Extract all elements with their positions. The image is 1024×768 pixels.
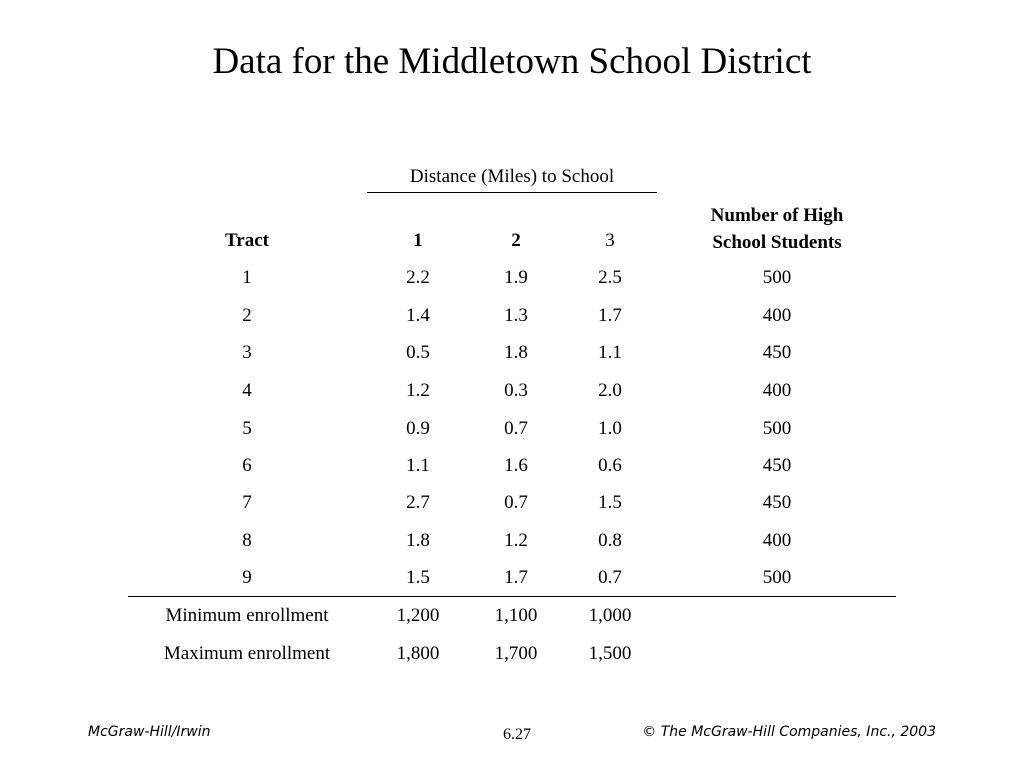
students-cell: 500	[762, 567, 792, 588]
enrollment-school-3-cell: 1,500	[588, 643, 632, 664]
distance-school-3-cell: 2.0	[598, 380, 622, 401]
school-2-column-header: 2	[511, 230, 521, 251]
enrollment-school-2-cell: 1,100	[494, 605, 538, 626]
distance-school-1-cell: 1.8	[406, 530, 430, 551]
distance-school-2-cell: 1.7	[504, 567, 528, 588]
students-cell: 450	[762, 492, 792, 513]
distance-school-2-cell: 1.3	[504, 305, 528, 326]
distance-school-3-cell: 0.8	[598, 530, 622, 551]
distance-school-3-cell: 1.7	[598, 305, 622, 326]
distance-school-2-cell: 0.7	[504, 418, 528, 439]
distance-school-1-cell: 1.1	[406, 455, 430, 476]
footer-publisher: McGraw-Hill/Irwin	[88, 724, 211, 740]
tract-column-header: Tract	[225, 230, 269, 251]
tract-cell: 4	[242, 380, 252, 401]
school-3-column-header: 3	[605, 230, 615, 251]
distance-school-2-cell: 0.7	[504, 492, 528, 513]
tract-cell: 9	[242, 567, 252, 588]
distance-school-1-cell: 0.5	[406, 342, 430, 363]
distance-school-1-cell: 1.2	[406, 380, 430, 401]
distance-school-3-cell: 2.5	[598, 267, 622, 288]
distance-school-3-cell: 1.0	[598, 418, 622, 439]
tract-cell: 2	[242, 305, 252, 326]
students-header-line-1: Number of High	[710, 205, 844, 226]
students-cell: 450	[762, 455, 792, 476]
enrollment-school-1-cell: 1,200	[396, 605, 440, 626]
school-1-column-header: 1	[413, 230, 423, 251]
students-cell: 450	[762, 342, 792, 363]
distance-school-2-cell: 1.6	[504, 455, 528, 476]
summary-label: Maximum enrollment	[163, 643, 331, 664]
footer-page-number: 6.27	[503, 726, 531, 743]
distance-school-2-cell: 1.2	[504, 530, 528, 551]
distance-school-1-cell: 1.4	[406, 305, 430, 326]
distance-group-header: Distance (Miles) to School	[367, 163, 657, 193]
table-divider	[128, 596, 896, 597]
distance-school-2-cell: 0.3	[504, 380, 528, 401]
students-cell: 500	[762, 267, 792, 288]
tract-cell: 1	[242, 267, 252, 288]
distance-school-1-cell: 2.7	[406, 492, 430, 513]
students-column-header	[672, 202, 882, 256]
students-cell: 400	[762, 380, 792, 401]
distance-school-3-cell: 1.1	[598, 342, 622, 363]
distance-school-1-cell: 2.2	[406, 267, 430, 288]
students-cell: 500	[762, 418, 792, 439]
distance-school-1-cell: 1.5	[406, 567, 430, 588]
tract-cell: 3	[242, 342, 252, 363]
enrollment-school-1-cell: 1,800	[396, 643, 440, 664]
enrollment-school-3-cell: 1,000	[588, 605, 632, 626]
students-header-line-2: School Students	[712, 232, 842, 253]
tract-cell: 7	[242, 492, 252, 513]
footer-copyright: © The McGraw-Hill Companies, Inc., 2003	[642, 724, 936, 740]
tract-cell: 6	[242, 455, 252, 476]
distance-school-3-cell: 0.6	[598, 455, 622, 476]
summary-label: Minimum enrollment	[165, 605, 329, 626]
tract-cell: 5	[242, 418, 252, 439]
distance-school-2-cell: 1.8	[504, 342, 528, 363]
slide-title: Data for the Middletown School District	[212, 41, 812, 82]
enrollment-school-2-cell: 1,700	[494, 643, 538, 664]
distance-school-3-cell: 0.7	[598, 567, 622, 588]
distance-school-1-cell: 0.9	[406, 418, 430, 439]
distance-school-3-cell: 1.5	[598, 492, 622, 513]
students-cell: 400	[762, 530, 792, 551]
tract-cell: 8	[242, 530, 252, 551]
distance-school-2-cell: 1.9	[504, 267, 528, 288]
students-cell: 400	[762, 305, 792, 326]
